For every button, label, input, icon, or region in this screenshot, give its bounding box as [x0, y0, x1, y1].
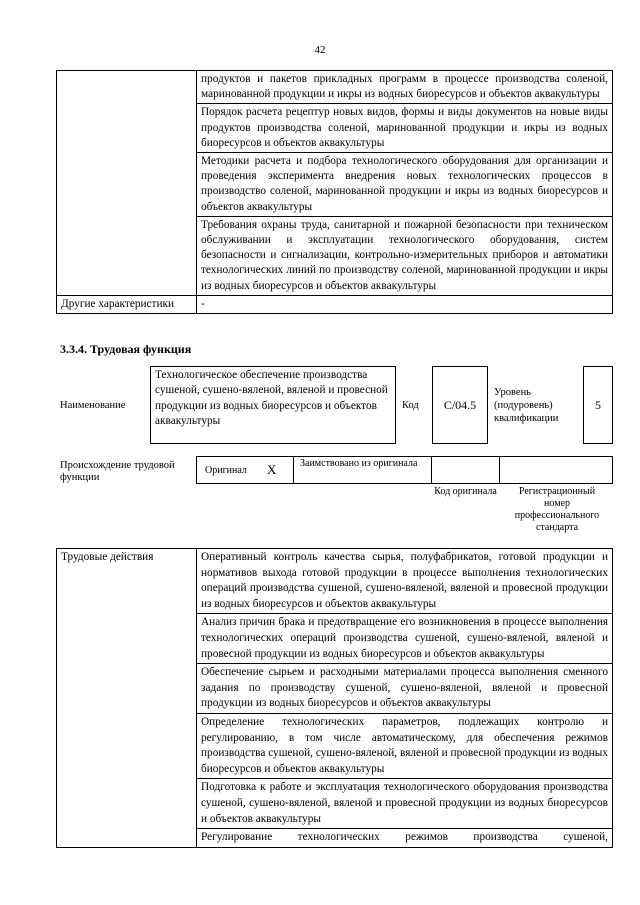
knowledge-item: Требования охраны труда, санитарной и пожарной безопасности при техническом обслуживании и эксплуатации технологического оборудования, систем безопасности и сигнализации, контрольно-измерительных приборов и автоматики технологических линий по производству соленой, маринованной продукции и икры из водных биоресурсов и объектов аквакультуры: [197, 216, 613, 295]
actions-table: [56, 548, 613, 848]
other-characteristics-label: Другие характеристики: [57, 295, 197, 313]
action-item: Определение технологических параметров, подлежащих контролю и регулированию, в том числе автоматическому, для обеспечения режимов производства сушеной, сушено-вяленой, вяленой и провесной продукции из водных биоресурсов и объектов аквакультуры: [197, 713, 613, 778]
code-label: Код: [402, 400, 419, 411]
action-item: Анализ причин брака и предотвращение его возникновения в процессе выполнения технологических операций производства сушеной, сушено-вяленой, вяленой и провесной продукции из водных биоресурсов и объектов аквакультуры: [197, 614, 613, 664]
function-code-box: C/04.5: [432, 366, 488, 444]
knowledge-item: продуктов и пакетов прикладных программ в процессе производства соленой, маринованной продукции и икры из водных биоресурсов и объектов аквакультуры: [197, 71, 613, 104]
table-row: [57, 549, 613, 614]
original-mark: X: [267, 462, 277, 477]
original-label: Оригинал: [205, 465, 247, 476]
origin-label: Происхождение трудовой функции: [60, 460, 175, 483]
borrowed-label: Заимствовано из оригинала: [300, 458, 418, 469]
other-characteristics-value: -: [197, 295, 613, 313]
level-value-box: 5: [583, 366, 613, 444]
knowledge-item: Методики расчета и подбора технологического оборудования для организации и проведения эксперимента внедрения новых технологических процессов в производство соленой, маринованной продукции и икры из водных биоресурсов и объектов аквакультуры: [197, 153, 613, 217]
action-item: Подготовка к работе и эксплуатация технологического оборудования производства сушеной, сушено-вяленой, вяленой и провесной продукции из водных биоресурсов и объектов аквакультуры: [197, 779, 613, 829]
registration-number-label: Регистрационный номер профессионального стандарта: [514, 486, 600, 533]
section-heading: 3.3.4. Трудовая функция: [60, 342, 192, 356]
action-item: Оперативный контроль качества сырья, полуфабрикатов, готовой продукции и нормативов выхода готовой продукции в процессе выполнения технологических операций производства сушеной, сушено-вяленой, вяленой и провесной продукции из водных биоресурсов и объектов аквакультуры: [197, 549, 613, 614]
name-label: Наименование: [60, 400, 126, 411]
function-name-box: Технологическое обеспечение производства сушеной, сушено-вяленой, вяленой и провесной продукции из водных биоресурсов и объектов аквакультуры: [150, 366, 396, 444]
original-code-label: Код оригинала: [434, 486, 497, 497]
page-number: 42: [314, 44, 326, 56]
level-label: Уровень (подуровень) квалификации: [494, 387, 559, 424]
action-item: Обеспечение сырьем и расходными материалами процесса выполнения сменного задания по производству сушеной, сушено-вяленой, вяленой и провесной продукции из водных биоресурсов и объектов аквакультуры: [197, 664, 613, 714]
action-item: Регулирование технологических режимов производства сушеной,: [197, 829, 613, 848]
actions-label: Трудовые действия: [57, 549, 197, 848]
knowledge-item: Порядок расчета рецептур новых видов, формы и виды документов на новые виды продуктов производства соленой, маринованной продукции и икры из водных биоресурсов и объектов аквакультуры: [197, 104, 613, 153]
